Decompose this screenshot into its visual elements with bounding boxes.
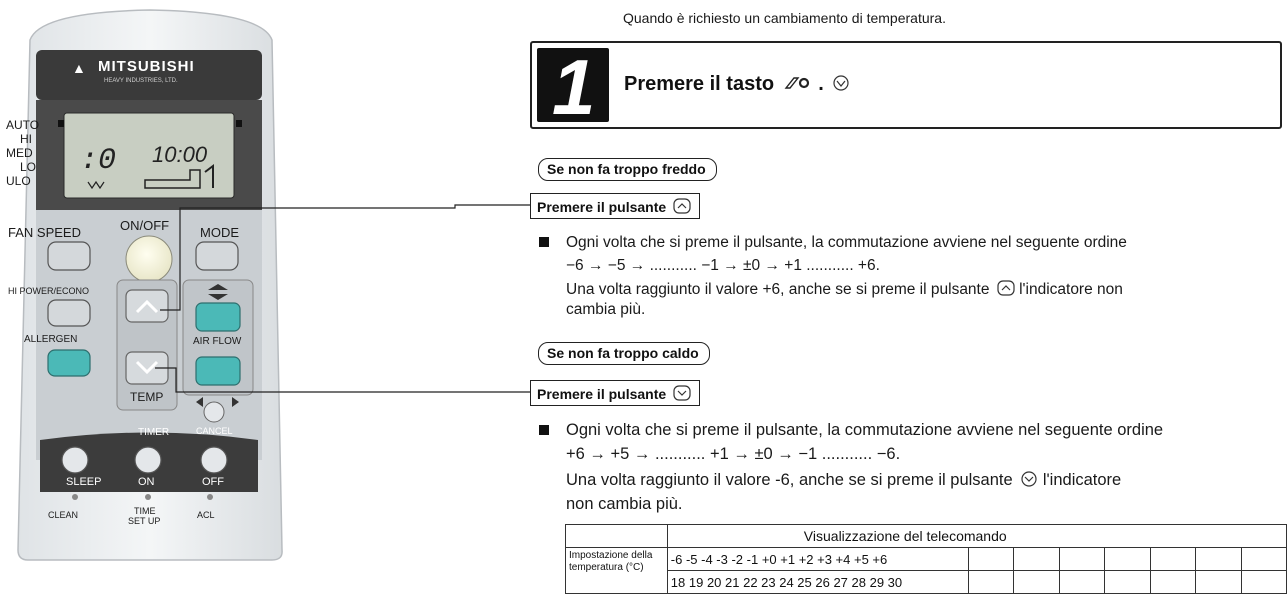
intro-text: Quando è richiesto un cambiamento di temperatura. [623,10,946,26]
table-row [566,548,1287,571]
fan-speed-label: FAN SPEED [8,225,81,240]
time-setup-label-2: SET UP [128,516,161,526]
up-line-4: cambia più. [566,301,646,318]
down-line-3 [566,470,1121,492]
up-line-3 [566,280,1123,302]
air-flow-label: AIR FLOW [193,336,242,347]
table-header-row [566,525,1287,548]
off-label: OFF [202,476,224,488]
down-button-icon [673,385,691,404]
table-cell [1059,548,1104,571]
table-cell [1150,548,1195,571]
down-inline-icon [1020,471,1038,492]
up-line-2: −6 → −5 → ........... −1 → ±0 → +1 ........... +6. [566,257,880,274]
table-corner-cell [566,525,668,548]
down-line-3b: l'indicatore [1042,471,1122,489]
fan-level-lo: LO [20,160,37,174]
table-row-label [566,548,668,594]
fan-level-hi: HI [20,132,32,146]
fan-level-ulo: ULO [6,174,31,188]
row-label-1: Impostazione della [569,550,653,561]
step-number: 1 [552,48,596,122]
down-line-2: +6 → +5 → ........... +1 → ±0 → −1 ........... −6. [566,445,901,463]
timer-label: TIMER [138,427,170,438]
allergen-label: ALLERGEN [24,334,78,345]
brand-mark-icon: ▲ [72,60,86,76]
table-cell [1059,571,1104,594]
table-cell [1105,548,1150,571]
table-cell [1150,571,1195,594]
temp-key-icon [783,74,813,98]
step-dot: . [818,73,824,95]
fan-level-med: MED [6,146,33,160]
bullet-up [539,237,549,247]
up-line-3a: Una volta raggiunto il valore +6, anche se si preme il pulsante [566,281,990,298]
on-label: ON [138,476,155,488]
cold-heading [538,158,717,181]
table-cell [1241,548,1287,571]
table-cell [1014,571,1059,594]
svg-text:10:00: 10:00 [152,142,208,167]
down-line-4: non cambia più. [566,495,683,513]
press-up-text: Premere il pulsante [537,199,667,215]
svg-text::0: :0 [80,144,117,178]
table-row [566,571,1287,594]
up-inline-icon [997,280,1015,302]
table-cell [1014,548,1059,571]
table-cell [1196,571,1241,594]
mode-label: MODE [200,225,239,240]
temp-label: TEMP [130,390,164,404]
table-cell [1105,571,1150,594]
step-badge [537,48,609,122]
temperatures-cell: 18 19 20 21 22 23 24 25 26 27 28 29 30 [667,571,968,594]
display-values-cell: -6 -5 -4 -3 -2 -1 +0 +1 +2 +3 +4 +5 +6 [667,548,968,571]
down-line-1: Ogni volta che si preme il pulsante, la commutazione avviene nel seguente ordine [566,421,1164,439]
table-header: Visualizzazione del telecomando [667,525,1286,548]
sleep-label: SLEEP [66,476,102,488]
step-title [624,73,850,98]
cold-heading-text: Se non fa troppo freddo [547,161,706,177]
step-box [530,41,1282,129]
on-off-label: ON/OFF [120,218,170,233]
table-cell [968,571,1013,594]
up-line-1: Ogni volta che si preme il pulsante, la commutazione avviene nel seguente ordine [566,234,1127,251]
hot-heading [538,342,710,365]
hot-heading-text: Se non fa troppo caldo [547,345,699,361]
cancel-label: CANCEL [196,426,233,436]
fan-level-auto: AUTO [6,118,40,132]
down-line-3a: Una volta raggiunto il valore -6, anche se si preme il pulsante [566,471,1013,489]
press-up-box [530,193,700,219]
time-setup-label-1: TIME [134,506,156,516]
hi-power-label: HI POWER/ECONO [8,286,90,296]
acl-label: ACL [197,510,215,520]
up-line-3b: l'indicatore non [1019,281,1123,298]
bullet-down [539,425,549,435]
table-cell [1196,548,1241,571]
up-button-icon [673,198,691,217]
press-down-text: Premere il pulsante [537,386,667,402]
down-key-icon [832,74,850,98]
table-cell [1241,571,1287,594]
temperature-table [565,524,1287,594]
press-down-box [530,380,700,406]
clean-label: CLEAN [48,510,79,520]
brand-subtitle: HEAVY INDUSTRIES, LTD. [104,78,178,84]
row-label-2: temperatura (°C) [569,562,644,573]
brand-name: MITSUBISHI [98,58,195,75]
step-title-text: Premere il tasto [624,73,775,95]
table-cell [968,548,1013,571]
